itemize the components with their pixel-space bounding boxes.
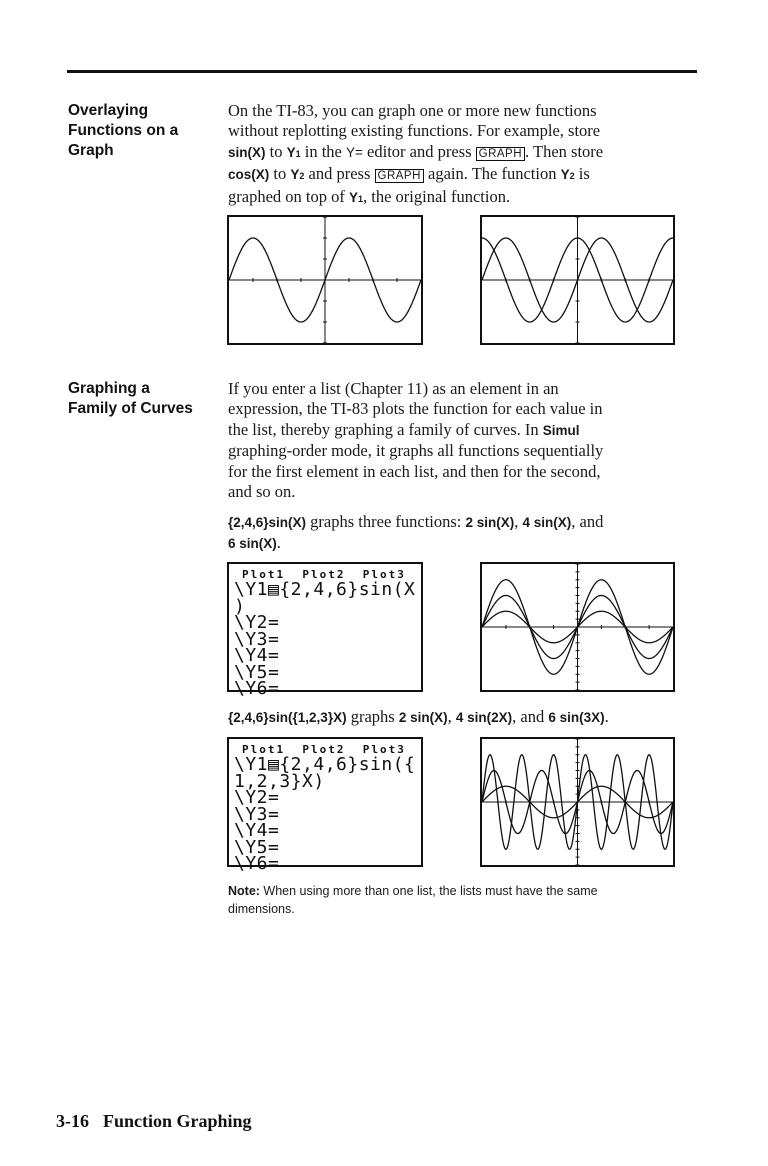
plot-header: Plot1 Plot2 Plot3 xyxy=(242,743,406,756)
graph-key: GRAPH xyxy=(375,169,424,183)
text-line xyxy=(228,533,698,554)
text-line: without replotting existing functions. For example, store xyxy=(228,121,601,141)
graph-key: GRAPH xyxy=(476,147,525,161)
text-line: for the first element in each list, and then for the second, xyxy=(228,461,601,481)
editor-line: \Y5= xyxy=(234,836,280,858)
text-run: is xyxy=(574,164,590,184)
text-run: to xyxy=(265,141,287,161)
y-editor-screen-1 xyxy=(227,562,423,699)
code-text: Y xyxy=(560,167,570,183)
text-run: , and xyxy=(571,512,604,531)
editor-name: Y= xyxy=(346,144,363,160)
code-text: 6 sin(3X) xyxy=(548,710,605,725)
heading-line: Functions on a xyxy=(68,122,179,139)
page-number: 3-16 xyxy=(56,1111,89,1131)
text-line: and so on. xyxy=(228,482,296,502)
graph-screen-family-2 xyxy=(480,737,675,867)
note xyxy=(228,882,698,918)
text-run: . Then store xyxy=(525,141,604,161)
subscript: 1 xyxy=(358,193,364,204)
editor-line: 1,2,3}X) xyxy=(234,770,325,792)
heading-line: Family of Curves xyxy=(68,400,193,417)
editor-line: \Y6= xyxy=(234,678,280,699)
family-paragraph xyxy=(228,379,698,502)
text-run: , xyxy=(514,512,523,531)
text-run: , and xyxy=(512,707,549,726)
editor-line: \Y3= xyxy=(234,803,280,825)
code-text: 2 sin(X) xyxy=(398,710,448,725)
editor-line: \Y6= xyxy=(234,853,280,874)
text-run: graphs three functions: xyxy=(306,512,466,531)
code-text: {2,4,6}sin(X) xyxy=(228,515,307,530)
note-label: Note: xyxy=(228,884,260,898)
text-line xyxy=(228,164,698,186)
overlay-paragraph xyxy=(228,101,698,209)
editor-line: \Y5= xyxy=(234,661,280,683)
editor-line: ) xyxy=(234,595,246,617)
text-run: , xyxy=(447,707,456,726)
text-run: editor and press xyxy=(362,141,476,161)
text-line xyxy=(228,512,698,533)
heading-line: Graphing a xyxy=(68,380,150,397)
top-rule xyxy=(67,70,697,73)
graph-plot xyxy=(482,564,673,690)
graph-plot xyxy=(482,739,673,865)
y-editor-screen-2 xyxy=(227,737,423,874)
code-text: Y xyxy=(348,189,358,205)
code-text: {2,4,6}sin({1,2,3}X) xyxy=(228,710,347,725)
subscript: 1 xyxy=(295,148,301,159)
graph-plot xyxy=(482,217,673,343)
example-2-text xyxy=(228,707,698,728)
editor-line: \Y3= xyxy=(234,628,280,650)
text-run: to xyxy=(269,164,291,184)
heading-line: Overlaying xyxy=(68,102,149,119)
text-line xyxy=(228,420,698,441)
heading-line: Graph xyxy=(68,142,114,159)
text-line: graphing-order mode, it graphs all functions sequentially xyxy=(228,441,604,461)
text-line: On the TI-83, you can graph one or more new functions xyxy=(228,101,597,120)
page-footer xyxy=(56,1111,252,1132)
subscript: 2 xyxy=(569,171,575,182)
text-run: and press xyxy=(304,164,375,184)
text-run: again. The function xyxy=(423,164,561,184)
heading-overlaying-functions xyxy=(68,101,218,161)
code-text: sin(X) xyxy=(228,144,266,160)
editor-line: \Y4= xyxy=(234,820,280,841)
text-run: in the xyxy=(300,141,347,161)
text-run: , the original function. xyxy=(363,186,511,206)
editor-line: \Y4= xyxy=(234,645,280,666)
plot-header: Plot1 Plot2 Plot3 xyxy=(242,568,406,581)
text-run: graphs xyxy=(346,707,399,726)
graph-screen-sin xyxy=(227,215,423,345)
code-text: cos(X) xyxy=(228,167,270,183)
code-text: 4 sin(2X) xyxy=(455,710,513,725)
chapter-title: Function Graphing xyxy=(103,1111,252,1131)
code-text: 2 sin(X) xyxy=(465,515,515,530)
note-line: dimensions. xyxy=(228,902,295,916)
heading-family-of-curves xyxy=(68,379,218,419)
code-text: Y xyxy=(290,167,300,183)
text-run: . xyxy=(276,533,281,553)
code-text: 4 sin(X) xyxy=(522,515,572,530)
graph-screen-sin-cos xyxy=(480,215,675,345)
code-text: Y xyxy=(286,144,296,160)
example-1-text xyxy=(228,512,698,555)
note-text: When using more than one list, the lists must have the same xyxy=(259,884,598,898)
graph-plot xyxy=(229,217,421,343)
mode-name: Simul xyxy=(542,422,580,438)
text-run: the list, thereby graphing a family of curves. In xyxy=(228,419,543,439)
text-run: . xyxy=(604,707,609,726)
code-text: 6 sin(X) xyxy=(228,536,277,552)
text-line: expression, the TI-83 plots the function for each value in xyxy=(228,399,603,419)
text-line: If you enter a list (Chapter 11) as an element in an xyxy=(228,379,559,398)
editor-line: \Y1▤{2,4,6}sin(X xyxy=(234,579,416,600)
editor-line: \Y2= xyxy=(234,787,280,808)
text-line xyxy=(228,187,698,209)
subscript: 2 xyxy=(299,171,305,182)
graph-screen-family-1 xyxy=(480,562,675,692)
editor-line: \Y1▤{2,4,6}sin({ xyxy=(234,754,416,775)
text-run: graphed on top of xyxy=(228,186,349,206)
note-line xyxy=(228,882,698,900)
text-line xyxy=(228,707,698,728)
text-line xyxy=(228,142,698,164)
editor-line: \Y2= xyxy=(234,612,280,633)
